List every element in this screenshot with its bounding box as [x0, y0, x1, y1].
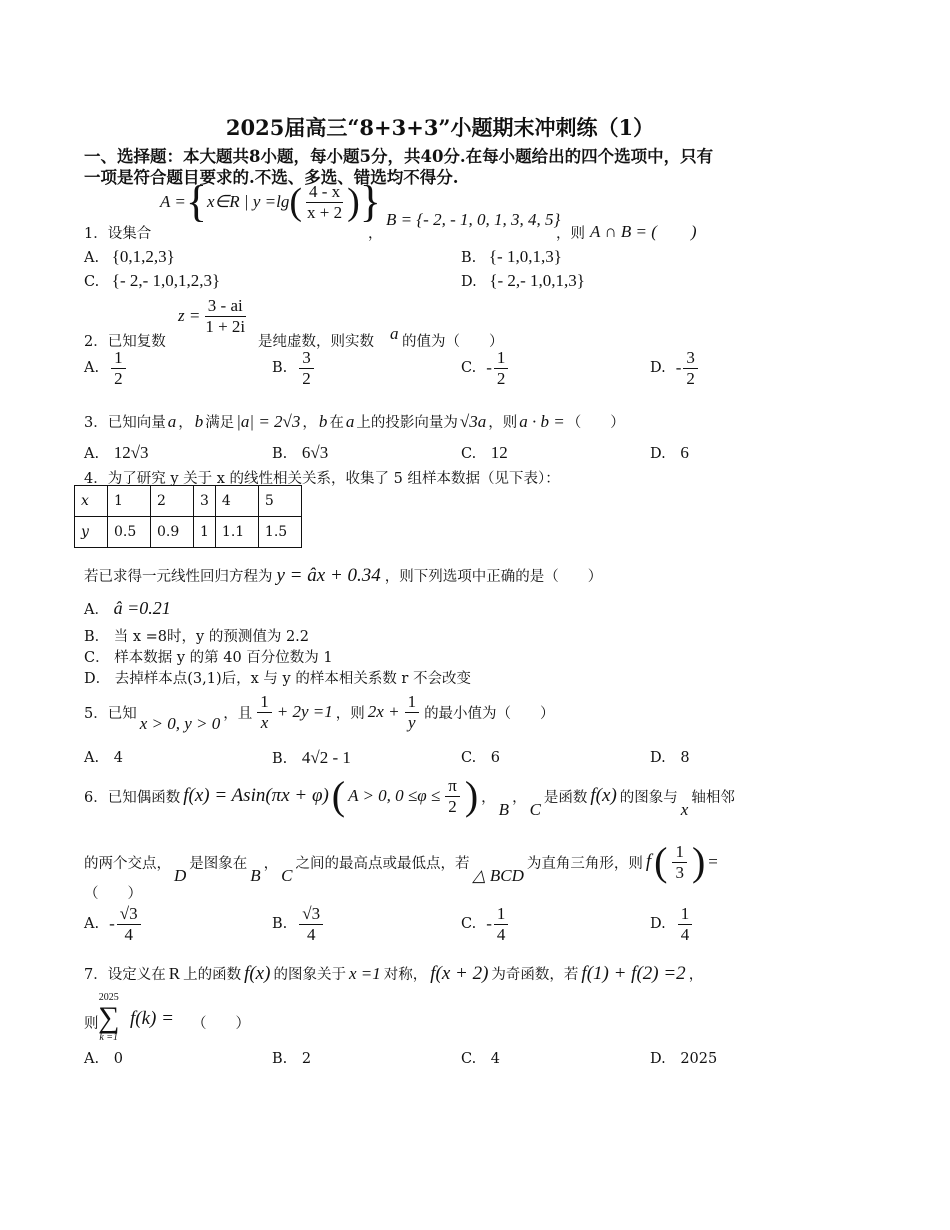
option-label: D.	[650, 360, 666, 377]
q5-option-b[interactable]	[272, 748, 351, 768]
q7-paren: （ ）	[192, 1016, 250, 1032]
q7-option-a[interactable]	[84, 1051, 123, 1067]
q2-fraction	[202, 296, 248, 336]
option-num: 1	[111, 348, 126, 369]
q2-option-d[interactable]	[650, 348, 700, 388]
q4-option-c[interactable]	[84, 646, 333, 667]
q6-option-c[interactable]	[461, 904, 510, 944]
option-sign: -	[109, 914, 115, 934]
table-cell: 1.1	[215, 517, 258, 548]
option-label: D．	[84, 671, 111, 687]
q6-option-a[interactable]	[84, 904, 143, 944]
option-label: A.	[84, 1051, 100, 1067]
q7-line2-prefix: 则	[84, 1016, 99, 1032]
q6-paren: （ ）	[84, 886, 142, 902]
q7-stem-b: 上的函数	[183, 967, 242, 983]
option-sign: -	[486, 358, 492, 378]
q3-comma: ，	[178, 415, 193, 431]
q1-set-a-lhs: A =	[160, 192, 186, 211]
q5-constraint-fraction	[257, 692, 272, 732]
option-fraction	[494, 904, 509, 944]
q6-ask-num: 1	[672, 842, 687, 863]
q6-pi-fraction	[445, 776, 460, 816]
q7-stem-f: ，	[688, 967, 704, 983]
q6-xaxis: x	[680, 800, 689, 820]
option-fraction	[299, 904, 323, 944]
q2-z-expression	[178, 296, 250, 336]
option-den: 2	[686, 368, 695, 388]
option-fraction	[299, 348, 314, 388]
q5-stem-prefix: 5．已知	[84, 705, 137, 722]
q5-target-num: 1	[405, 692, 420, 713]
option-text: 2025	[680, 1051, 718, 1067]
q6-mid: 是函数	[543, 789, 588, 806]
q4-regression-eq: y = âx + 0.34	[276, 565, 381, 586]
q6-line2-d: 为直角三角形，则	[526, 855, 643, 872]
option-text: 6√3	[301, 443, 329, 462]
option-den: 4	[124, 924, 133, 944]
option-num: 1	[494, 348, 509, 369]
q7-stem-d: 对称，	[383, 967, 428, 983]
option-text: 8	[680, 750, 690, 766]
option-label: B．	[84, 629, 110, 645]
q3-vec-b2: b	[318, 412, 328, 431]
q3-text-b: 满足	[205, 415, 235, 431]
q6-mid2: 的图象与	[619, 789, 678, 806]
q6-stem-line2: 的两个交点， D 是图象在 B ， C 之间的最高点或最低点，若 △ BCD 为直角三角形，则 f ( $\frac{1}{3}$ ) =	[84, 839, 718, 886]
option-fraction	[111, 348, 126, 388]
option-label: C.	[84, 274, 100, 290]
q1-option-c[interactable]	[84, 271, 220, 291]
option-text: 样本数据 y 的第 40 百分位数为 1	[114, 650, 333, 666]
option-text: 12	[490, 443, 508, 462]
q3-option-c[interactable]	[461, 443, 508, 463]
option-num: √3	[299, 904, 323, 925]
option-fraction	[678, 904, 693, 944]
q7-sum-body: f(k) =	[130, 1008, 174, 1029]
q1-frac-den: x + 2	[307, 202, 343, 222]
option-text: 0	[113, 1051, 123, 1067]
q6-func: f(x) = Asin(πx + φ)	[183, 785, 329, 807]
q6-end: 轴相邻	[691, 789, 735, 806]
option-text: 去掉样本点(3,1)后，x 与 y 的样本相关系数 r 不会改变	[114, 671, 471, 687]
q1-option-a[interactable]	[84, 247, 175, 267]
q4-regression-prefix: 若已求得一元线性回归方程为	[84, 569, 273, 585]
option-fraction	[683, 348, 698, 388]
option-den: 4	[680, 924, 690, 944]
option-label: C.	[461, 916, 477, 933]
q7-given: f(1) + f(2) =2	[581, 963, 686, 984]
q6-ask-den: 3	[675, 862, 684, 882]
q5-constraint-rest: + 2y =1	[276, 702, 333, 722]
option-label: A.	[84, 250, 100, 266]
table-row	[75, 517, 302, 548]
q6-fx: f(x)	[590, 785, 617, 807]
option-text: {0,1,2,3}	[111, 247, 175, 266]
q1-suffix: ，则	[556, 226, 585, 242]
section-header-line1: 一、选择题：本大题共8小题，每小题5分，共40分.在每小题给出的四个选项中，只有	[84, 147, 714, 166]
option-label: B.	[272, 360, 288, 377]
option-num: √3	[117, 904, 141, 925]
option-sign: -	[486, 914, 492, 934]
option-sign: -	[675, 358, 682, 378]
option-label: B.	[272, 1051, 288, 1067]
option-label: A.	[84, 446, 100, 462]
q3-vec-a2: a	[345, 412, 355, 431]
option-den: 2	[302, 368, 311, 388]
q1-set-a-cond: x∈R | y =lg	[206, 192, 290, 211]
option-text: 2	[301, 1051, 312, 1067]
q2-frac-num: 3 - ai	[205, 296, 246, 317]
q7-option-d[interactable]	[650, 1051, 717, 1067]
q1-frac-num: 4 - x	[306, 182, 343, 203]
page-title: 2025届高三“8+3+3”小题期末冲刺练（1）	[225, 115, 655, 140]
q5-constraint-num: 1	[257, 692, 272, 713]
option-text: 4√2 - 1	[301, 748, 351, 767]
q6-c: C	[529, 800, 541, 820]
q2-mid: 是纯虚数，则实数	[258, 334, 374, 350]
option-num: 1	[494, 904, 509, 925]
option-label: A.	[84, 750, 100, 766]
option-text: 6	[490, 750, 501, 766]
option-text: {- 2,- 1,0,1,3}	[489, 271, 585, 290]
q3-text-a: 3．已知向量	[84, 415, 166, 431]
q6-option-b[interactable]	[272, 904, 325, 944]
option-label: B.	[272, 751, 288, 767]
option-den: 2	[496, 368, 506, 388]
q6-pi-den: 2	[448, 796, 457, 816]
q3-option-d[interactable]	[650, 443, 689, 463]
option-label: A．	[84, 602, 109, 618]
q2-frac-den: 1 + 2i	[205, 316, 246, 336]
q6-ask-eq: =	[708, 852, 718, 872]
table-header-x: x	[75, 486, 108, 517]
option-label: A.	[84, 916, 100, 933]
q3-option-b[interactable]	[272, 443, 328, 463]
q1-option-d[interactable]	[461, 271, 585, 291]
table-cell: 5	[258, 486, 301, 517]
q7-stem-line1	[84, 963, 703, 985]
q4-option-a[interactable]	[84, 598, 171, 619]
q3-option-a[interactable]	[84, 443, 149, 463]
table-cell: 0.9	[151, 517, 194, 548]
q5-option-a[interactable]	[84, 750, 123, 766]
option-text: 6	[680, 443, 689, 462]
q2-stem-prefix: 2．已知复数	[84, 334, 166, 350]
q4-regression	[84, 565, 602, 587]
q1-brace-right: }	[359, 177, 381, 226]
q2-option-c[interactable]	[461, 348, 510, 388]
option-fraction	[494, 348, 509, 388]
q2-option-a[interactable]	[84, 348, 128, 388]
option-label: D.	[650, 446, 666, 462]
q2-option-b[interactable]	[272, 348, 316, 388]
q4-option-b[interactable]	[84, 625, 309, 646]
q3-mod: |a| = 2√3	[236, 412, 301, 431]
q4-regression-suffix: ，则下列选项中正确的是（ ）	[384, 569, 603, 585]
q2-suffix: 的值为（ ）	[402, 334, 504, 350]
q5-mid2: ，则	[335, 705, 365, 722]
q6-paren-left: (	[331, 773, 346, 819]
q7-sum-symbol	[98, 993, 119, 1043]
q3-vec-a: a	[167, 412, 177, 431]
option-label: A.	[84, 360, 100, 377]
q5-constraint-den: x	[260, 712, 269, 732]
q7-sum-top: 2025	[98, 992, 119, 1003]
option-label: B.	[272, 916, 288, 933]
q3-paren: （ ）	[566, 415, 625, 431]
q1-fraction	[304, 182, 345, 222]
option-text: 当 x =8时，y 的预测值为 2.2	[113, 629, 310, 645]
q2-var: a	[390, 324, 399, 343]
option-label: D.	[650, 916, 666, 933]
q5-cond: x > 0, y > 0	[139, 714, 221, 734]
q4-option-d[interactable]	[84, 667, 471, 688]
table-cell: 1	[108, 486, 151, 517]
q6-line2-b: 是图象在	[189, 855, 248, 872]
q6-line2-c: 之间的最高点或最低点，若	[295, 855, 470, 872]
q7-fx2: f(x + 2)	[430, 963, 489, 984]
q6-c2: C	[281, 866, 293, 886]
table-cell: 4	[215, 486, 258, 517]
q7-stem-e: 为奇函数，若	[491, 967, 579, 983]
option-label: B.	[272, 446, 288, 462]
q6-stem-prefix: 6．已知偶函数	[84, 789, 181, 806]
q3-proj: √3a	[459, 412, 487, 431]
q7-fx: f(x)	[244, 963, 271, 984]
q3-text-e: 上的投影向量为	[356, 415, 458, 431]
table-row	[75, 486, 302, 517]
option-label: D.	[650, 750, 666, 766]
q1-paren-right: )	[347, 181, 360, 223]
q1-brace-left: {	[185, 177, 207, 226]
q3-text-f: ，则	[488, 415, 518, 431]
q6-pi-num: π	[445, 776, 460, 797]
q2-z-lhs: z =	[178, 306, 201, 326]
option-text: 4	[490, 1051, 501, 1067]
option-text: 12√3	[113, 443, 149, 462]
option-label: C.	[461, 1051, 477, 1067]
q5-target-den: y	[408, 712, 416, 732]
q7-sum-bottom: k =1	[99, 1032, 119, 1043]
q1-paren-left: (	[289, 181, 302, 223]
q6-stem-line1: 6．已知偶函数 f(x) = Asin(πx + φ) ( A > 0, 0 ≤φ ≤ $\frac{\pi}{2}$ ) ， B ， C 是函数 f(x) 的图象与 x 轴相邻	[84, 773, 735, 820]
q5-option-d[interactable]	[650, 750, 690, 766]
q6-b2: B	[250, 866, 261, 886]
q5-target-lhs: 2x +	[367, 702, 400, 722]
option-den: 4	[496, 924, 506, 944]
q1-ask: A ∩ B = ( )	[590, 222, 697, 241]
q5-suffix: 的最小值为（ ）	[424, 705, 555, 722]
q5-option-c[interactable]	[461, 750, 500, 766]
option-fraction	[117, 904, 141, 944]
option-num: 3	[683, 348, 698, 369]
q6-option-d[interactable]	[650, 904, 694, 944]
option-text: {- 2,- 1,0,1,2,3}	[111, 271, 221, 290]
option-label: C.	[461, 750, 477, 766]
q4-stem: 4．为了研究 y 关于 x 的线性相关关系，收集了 5 组样本数据（见下表）：	[84, 471, 560, 487]
q7-option-c[interactable]	[461, 1051, 500, 1067]
option-label: D.	[650, 1051, 666, 1067]
option-label: C．	[84, 650, 110, 666]
option-num: 1	[678, 904, 693, 925]
q6-paren-right: )	[464, 773, 479, 819]
q6-ask-fraction	[672, 842, 687, 882]
q5-mid1: ，且	[223, 705, 253, 722]
table-cell: 3	[194, 486, 216, 517]
q7-option-b[interactable]	[272, 1051, 311, 1067]
q6-b: B	[498, 800, 510, 820]
table-cell: 2	[151, 486, 194, 517]
q1-option-b[interactable]	[461, 247, 562, 267]
option-text: â =0.21	[113, 598, 171, 618]
q5-target-fraction	[405, 692, 420, 732]
q3-vec-b: b	[194, 412, 204, 431]
q7-sym: x =1	[348, 964, 381, 983]
sigma-icon: ∑	[98, 1001, 120, 1034]
option-den: 4	[306, 924, 316, 944]
option-label: D.	[461, 274, 477, 290]
option-text: {- 1,0,1,3}	[488, 247, 562, 266]
q5-stem	[84, 692, 555, 732]
q6-line2-a: 的两个交点，	[84, 855, 171, 872]
q3-text-c: ，	[302, 415, 317, 431]
q3-dot: a · b =	[519, 412, 565, 431]
table-cell: 0.5	[108, 517, 151, 548]
option-label: C.	[461, 360, 477, 377]
option-label: C.	[461, 446, 477, 462]
q6-d: D	[174, 866, 187, 886]
q7-stem-a: 7．设定义在	[84, 967, 166, 983]
q1-set-b: B = {- 2, - 1, 0, 1, 3, 4, 5}	[386, 210, 561, 229]
q7-r: R	[168, 964, 181, 983]
q1-set-a	[160, 177, 381, 226]
q6-ask-f: f	[645, 851, 652, 873]
q6-triangle: △ BCD	[472, 866, 524, 886]
option-den: 2	[114, 368, 123, 388]
q6-cond-text: A > 0, 0 ≤φ ≤	[348, 786, 441, 806]
q3-stem	[84, 411, 625, 432]
q1-stem-prefix: 1．设集合	[84, 226, 152, 242]
table-header-y: y	[75, 517, 108, 548]
option-label: B.	[461, 250, 477, 266]
option-num: 3	[299, 348, 314, 369]
q7-stem-c: 的图象关于	[273, 967, 346, 983]
table-cell: 1	[194, 517, 216, 548]
q4-data-table	[74, 485, 302, 548]
section-header-line2: 一项是符合题目要求的.不选、多选、错选均不得分.	[84, 168, 459, 187]
table-cell: 1.5	[258, 517, 301, 548]
option-text: 4	[113, 750, 123, 766]
q3-text-d: 在	[329, 415, 344, 431]
